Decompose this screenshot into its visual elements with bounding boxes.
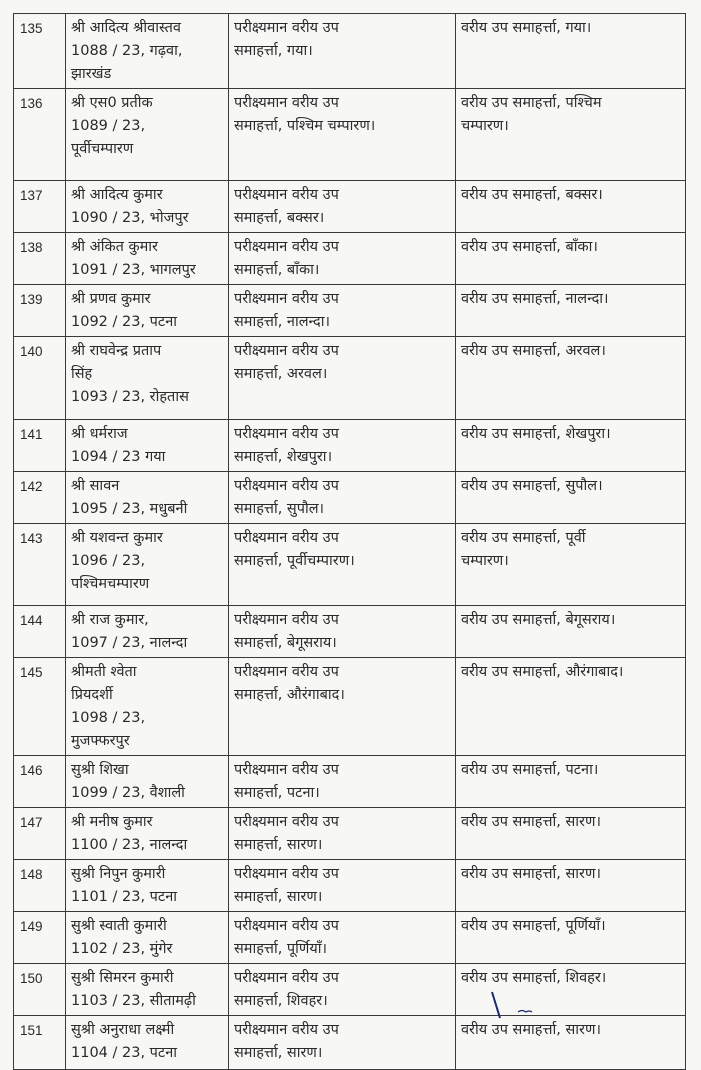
- officer-name-cell: [66, 808, 229, 860]
- officer-name-line: 1088 / 23, गढ़वा,: [71, 43, 183, 59]
- serial-number-cell: [14, 860, 66, 912]
- serial-number: 149: [20, 919, 43, 934]
- officer-name-line: 1098 / 23,: [71, 710, 146, 726]
- current-posting-line: समाहर्त्ता, औरंगाबाद।: [234, 687, 345, 703]
- officer-name-cell: [66, 420, 229, 472]
- serial-number-cell: [14, 14, 66, 89]
- current-posting-line: समाहर्त्ता, पूर्णियाँ।: [234, 941, 328, 957]
- officer-name-line: 1097 / 23, नालन्दा: [71, 635, 188, 651]
- serial-number-cell: [14, 606, 66, 658]
- current-posting-line: समाहर्त्ता, शिवहर।: [234, 993, 328, 1009]
- table-row: [14, 808, 686, 860]
- new-posting-line: वरीय उप समाहर्त्ता, सारण।: [461, 814, 601, 830]
- serial-number: 143: [20, 531, 43, 546]
- officer-name-line: 1102 / 23, मुंगेर: [71, 941, 173, 957]
- officer-name-line: 1090 / 23, भोजपुर: [71, 210, 189, 226]
- serial-number: 144: [20, 613, 43, 628]
- table-row: [14, 14, 686, 89]
- serial-number: 139: [20, 292, 43, 307]
- current-posting-line: परीक्ष्यमान वरीय उप: [234, 866, 339, 882]
- current-posting-cell: [229, 181, 456, 233]
- officer-name-line: सुश्री सिमरन कुमारी: [71, 970, 174, 986]
- current-posting-cell: [229, 285, 456, 337]
- officer-name-line: श्री यशवन्त कुमार: [71, 530, 163, 546]
- new-posting-cell: [456, 756, 686, 808]
- current-posting-line: परीक्ष्यमान वरीय उप: [234, 970, 339, 986]
- new-posting-cell: [456, 912, 686, 964]
- table-body: [14, 14, 686, 1070]
- new-posting-line: वरीय उप समाहर्त्ता, पूर्वी: [461, 530, 586, 546]
- serial-number: 136: [20, 96, 43, 111]
- serial-number-cell: [14, 181, 66, 233]
- new-posting-cell: [456, 524, 686, 606]
- current-posting-line: समाहर्त्ता, गया।: [234, 43, 313, 59]
- serial-number: 142: [20, 479, 43, 494]
- table-row: [14, 181, 686, 233]
- current-posting-line: समाहर्त्ता, पश्चिम चम्पारण।: [234, 118, 376, 134]
- new-posting-line: वरीय उप समाहर्त्ता, सुपौल।: [461, 478, 603, 494]
- serial-number-cell: [14, 658, 66, 756]
- officer-name-line: 1096 / 23,: [71, 553, 146, 569]
- current-posting-cell: [229, 756, 456, 808]
- serial-number-cell: [14, 89, 66, 181]
- current-posting-line: परीक्ष्यमान वरीय उप: [234, 20, 339, 36]
- table-row: [14, 860, 686, 912]
- officer-name-line: मुजफ्फरपुर: [71, 733, 130, 749]
- current-posting-cell: [229, 337, 456, 420]
- new-posting-cell: [456, 181, 686, 233]
- officer-name-line: 1089 / 23,: [71, 118, 146, 134]
- officer-name-line: श्री धर्मराज: [71, 426, 128, 442]
- officer-name-cell: [66, 658, 229, 756]
- current-posting-cell: [229, 420, 456, 472]
- current-posting-line: समाहर्त्ता, सारण।: [234, 1045, 323, 1061]
- officer-name-cell: [66, 912, 229, 964]
- current-posting-line: समाहर्त्ता, सारण।: [234, 837, 323, 853]
- new-posting-cell: [456, 233, 686, 285]
- new-posting-line: वरीय उप समाहर्त्ता, बेगूसराय।: [461, 612, 616, 628]
- officer-posting-table: [13, 13, 686, 1070]
- officer-name-line: 1094 / 23 गया: [71, 449, 166, 465]
- current-posting-line: परीक्ष्यमान वरीय उप: [234, 612, 339, 628]
- serial-number: 151: [20, 1023, 43, 1038]
- officer-name-line: 1104 / 23, पटना: [71, 1045, 178, 1061]
- new-posting-line: वरीय उप समाहर्त्ता, अरवल।: [461, 343, 606, 359]
- current-posting-line: समाहर्त्ता, पटना।: [234, 785, 320, 801]
- officer-name-line: 1093 / 23, रोहतास: [71, 389, 189, 405]
- new-posting-line: वरीय उप समाहर्त्ता, पटना।: [461, 762, 599, 778]
- table-row: [14, 472, 686, 524]
- officer-name-line: 1099 / 23, वैशाली: [71, 785, 185, 801]
- officer-name-cell: [66, 756, 229, 808]
- serial-number: 148: [20, 867, 43, 882]
- current-posting-line: परीक्ष्यमान वरीय उप: [234, 187, 339, 203]
- current-posting-line: समाहर्त्ता, पूर्वीचम्पारण।: [234, 553, 355, 569]
- table-row: [14, 337, 686, 420]
- new-posting-cell: [456, 606, 686, 658]
- new-posting-cell: [456, 420, 686, 472]
- officer-name-line: श्री राज कुमार,: [71, 612, 149, 628]
- current-posting-cell: [229, 524, 456, 606]
- new-posting-line: वरीय उप समाहर्त्ता, शेखपुरा।: [461, 426, 611, 442]
- new-posting-line: वरीय उप समाहर्त्ता, बक्सर।: [461, 187, 603, 203]
- officer-name-cell: [66, 285, 229, 337]
- serial-number-cell: [14, 233, 66, 285]
- serial-number: 137: [20, 188, 43, 203]
- officer-name-line: सिंह: [71, 366, 93, 382]
- serial-number: 150: [20, 971, 43, 986]
- table-row: [14, 89, 686, 181]
- new-posting-line: वरीय उप समाहर्त्ता, पश्चिम: [461, 95, 602, 111]
- current-posting-line: परीक्ष्यमान वरीय उप: [234, 239, 339, 255]
- officer-name-line: सुश्री शिखा: [71, 762, 129, 778]
- officer-name-line: श्री आदित्य श्रीवास्तव: [71, 20, 181, 36]
- officer-name-line: 1091 / 23, भागलपुर: [71, 262, 196, 278]
- new-posting-cell: [456, 472, 686, 524]
- officer-name-line: 1103 / 23, सीतामढ़ी: [71, 993, 196, 1009]
- officer-name-line: श्री मनीष कुमार: [71, 814, 153, 830]
- table-row: [14, 233, 686, 285]
- current-posting-line: समाहर्त्ता, बेगूसराय।: [234, 635, 337, 651]
- new-posting-line: वरीय उप समाहर्त्ता, नालन्दा।: [461, 291, 609, 307]
- current-posting-line: समाहर्त्ता, शेखपुरा।: [234, 449, 333, 465]
- serial-number: 146: [20, 763, 43, 778]
- officer-name-line: पश्चिमचम्पारण: [71, 576, 150, 592]
- officer-name-line: पूर्वीचम्पारण: [71, 141, 134, 157]
- new-posting-cell: [456, 808, 686, 860]
- current-posting-line: परीक्ष्यमान वरीय उप: [234, 343, 339, 359]
- officer-name-line: प्रियदर्शी: [71, 687, 113, 703]
- serial-number-cell: [14, 420, 66, 472]
- current-posting-cell: [229, 912, 456, 964]
- current-posting-line: समाहर्त्ता, बक्सर।: [234, 210, 325, 226]
- officer-name-line: 1095 / 23, मधुबनी: [71, 501, 188, 517]
- serial-number-cell: [14, 337, 66, 420]
- new-posting-line: वरीय उप समाहर्त्ता, सारण।: [461, 1022, 601, 1038]
- current-posting-cell: [229, 14, 456, 89]
- serial-number: 138: [20, 240, 43, 255]
- officer-name-cell: [66, 181, 229, 233]
- officer-name-line: 1101 / 23, पटना: [71, 889, 178, 905]
- table-row: [14, 964, 686, 1016]
- serial-number: 141: [20, 427, 43, 442]
- current-posting-line: परीक्ष्यमान वरीय उप: [234, 664, 339, 680]
- new-posting-cell: [456, 89, 686, 181]
- serial-number-cell: [14, 756, 66, 808]
- officer-name-cell: [66, 89, 229, 181]
- officer-name-line: सुश्री अनुराधा लक्ष्मी: [71, 1022, 175, 1038]
- new-posting-cell: [456, 14, 686, 89]
- current-posting-line: समाहर्त्ता, सारण।: [234, 889, 323, 905]
- new-posting-line: वरीय उप समाहर्त्ता, गया।: [461, 20, 592, 36]
- new-posting-line: वरीय उप समाहर्त्ता, पूर्णियाँ।: [461, 918, 606, 934]
- table-row: [14, 912, 686, 964]
- current-posting-cell: [229, 808, 456, 860]
- current-posting-line: परीक्ष्यमान वरीय उप: [234, 1022, 339, 1038]
- current-posting-line: परीक्ष्यमान वरीय उप: [234, 530, 339, 546]
- new-posting-line: चम्पारण।: [461, 553, 509, 569]
- current-posting-cell: [229, 606, 456, 658]
- current-posting-cell: [229, 89, 456, 181]
- officer-name-cell: [66, 233, 229, 285]
- current-posting-cell: [229, 472, 456, 524]
- serial-number-cell: [14, 285, 66, 337]
- current-posting-cell: [229, 860, 456, 912]
- new-posting-line: वरीय उप समाहर्त्ता, शिवहर।: [461, 970, 607, 986]
- officer-name-line: श्री प्रणव कुमार: [71, 291, 151, 307]
- current-posting-line: समाहर्त्ता, सुपौल।: [234, 501, 325, 517]
- current-posting-cell: [229, 658, 456, 756]
- current-posting-line: परीक्ष्यमान वरीय उप: [234, 426, 339, 442]
- current-posting-line: परीक्ष्यमान वरीय उप: [234, 291, 339, 307]
- officer-name-line: श्री सावन: [71, 478, 120, 494]
- officer-name-line: श्री अंकित कुमार: [71, 239, 158, 255]
- serial-number-cell: [14, 524, 66, 606]
- table-row: [14, 756, 686, 808]
- table-row: [14, 285, 686, 337]
- current-posting-line: परीक्ष्यमान वरीय उप: [234, 478, 339, 494]
- serial-number-cell: [14, 808, 66, 860]
- officer-name-line: सुश्री निपुन कुमारी: [71, 866, 166, 882]
- signature-mark: [490, 990, 550, 1020]
- officer-name-cell: [66, 860, 229, 912]
- serial-number: 140: [20, 344, 43, 359]
- serial-number: 135: [20, 21, 43, 36]
- officer-name-cell: [66, 472, 229, 524]
- officer-name-cell: [66, 606, 229, 658]
- serial-number: 145: [20, 665, 43, 680]
- officer-name-cell: [66, 964, 229, 1016]
- new-posting-cell: [456, 337, 686, 420]
- current-posting-line: परीक्ष्यमान वरीय उप: [234, 918, 339, 934]
- officer-name-line: श्रीमती श्वेता: [71, 664, 137, 680]
- officer-name-line: श्री एस0 प्रतीक: [71, 95, 153, 111]
- current-posting-line: समाहर्त्ता, बाँका।: [234, 262, 320, 278]
- officer-name-cell: [66, 337, 229, 420]
- current-posting-line: परीक्ष्यमान वरीय उप: [234, 762, 339, 778]
- officer-name-line: 1092 / 23, पटना: [71, 314, 178, 330]
- new-posting-cell: [456, 658, 686, 756]
- table-row: [14, 658, 686, 756]
- serial-number: 147: [20, 815, 43, 830]
- current-posting-line: परीक्ष्यमान वरीय उप: [234, 95, 339, 111]
- current-posting-line: समाहर्त्ता, अरवल।: [234, 366, 328, 382]
- serial-number-cell: [14, 912, 66, 964]
- table-row: [14, 420, 686, 472]
- current-posting-cell: [229, 964, 456, 1016]
- new-posting-line: चम्पारण।: [461, 118, 509, 134]
- new-posting-line: वरीय उप समाहर्त्ता, सारण।: [461, 866, 601, 882]
- officer-name-line: सुश्री स्वाती कुमारी: [71, 918, 167, 934]
- current-posting-line: परीक्ष्यमान वरीय उप: [234, 814, 339, 830]
- new-posting-line: वरीय उप समाहर्त्ता, बाँका।: [461, 239, 598, 255]
- new-posting-line: वरीय उप समाहर्त्ता, औरंगाबाद।: [461, 664, 624, 680]
- officer-name-cell: [66, 14, 229, 89]
- officer-name-line: श्री आदित्य कुमार: [71, 187, 163, 203]
- officer-name-cell: [66, 524, 229, 606]
- table-row: [14, 524, 686, 606]
- officer-name-line: श्री राघवेन्द्र प्रताप: [71, 343, 162, 359]
- table-row: [14, 606, 686, 658]
- current-posting-cell: [229, 233, 456, 285]
- current-posting-line: समाहर्त्ता, नालन्दा।: [234, 314, 330, 330]
- serial-number-cell: [14, 472, 66, 524]
- new-posting-cell: [456, 860, 686, 912]
- officer-name-line: 1100 / 23, नालन्दा: [71, 837, 188, 853]
- officer-name-line: झारखंड: [71, 66, 112, 82]
- new-posting-cell: [456, 285, 686, 337]
- serial-number-cell: [14, 964, 66, 1016]
